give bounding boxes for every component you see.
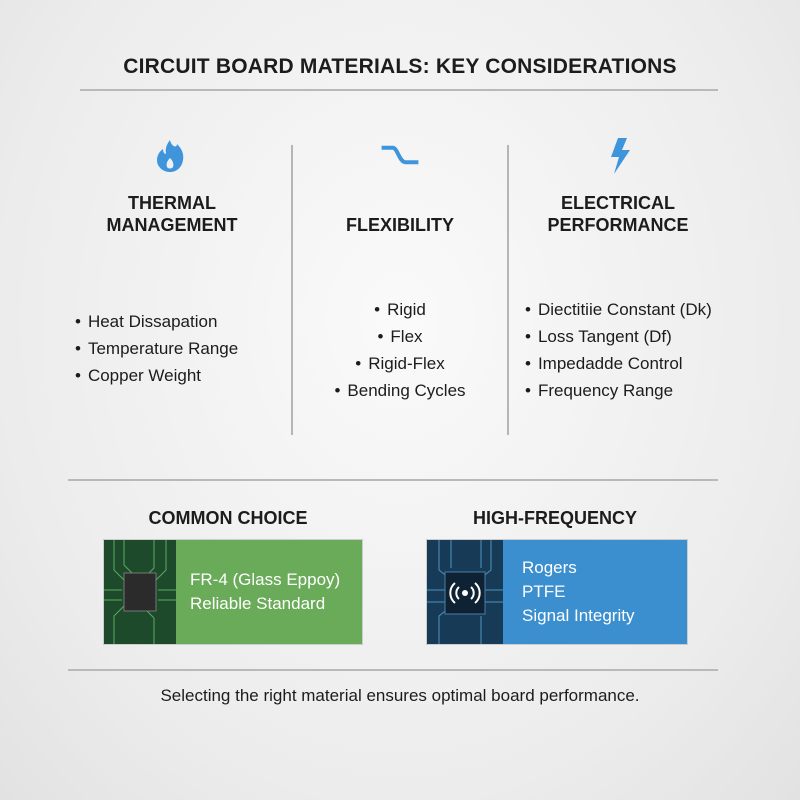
column-divider (507, 145, 509, 435)
fr4-text (176, 540, 340, 644)
flexibility-list (300, 296, 500, 404)
lightning-icon (600, 136, 640, 176)
list-item: • Flex (300, 323, 500, 350)
thermal-heading: THERMAL MANAGEMENT (106, 193, 238, 235)
rogers-card (426, 539, 688, 645)
section-divider (68, 479, 718, 481)
list-item: • Loss Tangent (Df) (525, 323, 712, 350)
pcb-wireless-chip-image (427, 540, 503, 644)
list-item: • Bending Cycles (300, 377, 500, 404)
common-choice-heading: COMMON CHOICE (148, 508, 308, 528)
electrical-heading: ELECTRICAL PERFORMANCE (547, 193, 689, 235)
list-item: • Rigid-Flex (300, 350, 500, 377)
card-line: Rogers (522, 558, 577, 577)
footer-divider (68, 669, 718, 671)
flexibility-heading: FLEXIBILITY (346, 215, 454, 235)
card-line: Reliable Standard (190, 594, 326, 613)
electrical-list (525, 296, 712, 404)
list-item: • Temperature Range (75, 335, 238, 362)
page-title: CIRCUIT BOARD MATERIALS: KEY CONSIDERATIONS (123, 55, 677, 78)
card-line: PTFE (522, 582, 566, 601)
flex-curve-icon (380, 135, 420, 175)
flame-icon (150, 137, 190, 177)
list-item: • Impedadde Control (525, 350, 712, 377)
card-line: FR-4 (Glass Eppoy) (190, 570, 341, 589)
pcb-chip-image (104, 540, 176, 644)
list-item: • Copper Weight (75, 362, 238, 389)
column-divider (291, 145, 293, 435)
rogers-text (503, 540, 634, 644)
card-line: Signal Integrity (522, 606, 635, 625)
thermal-list (75, 308, 238, 389)
list-item: • Rigid (300, 296, 500, 323)
list-item: • Diectitiie Constant (Dk) (525, 296, 712, 323)
list-item: • Frequency Range (525, 377, 712, 404)
title-divider (80, 89, 718, 91)
high-frequency-heading: HIGH-FREQUENCY (472, 508, 637, 528)
footer-text: Selecting the right material ensures optimal board performance. (160, 686, 640, 705)
list-item: • Heat Dissapation (75, 308, 238, 335)
fr4-card (103, 539, 363, 645)
